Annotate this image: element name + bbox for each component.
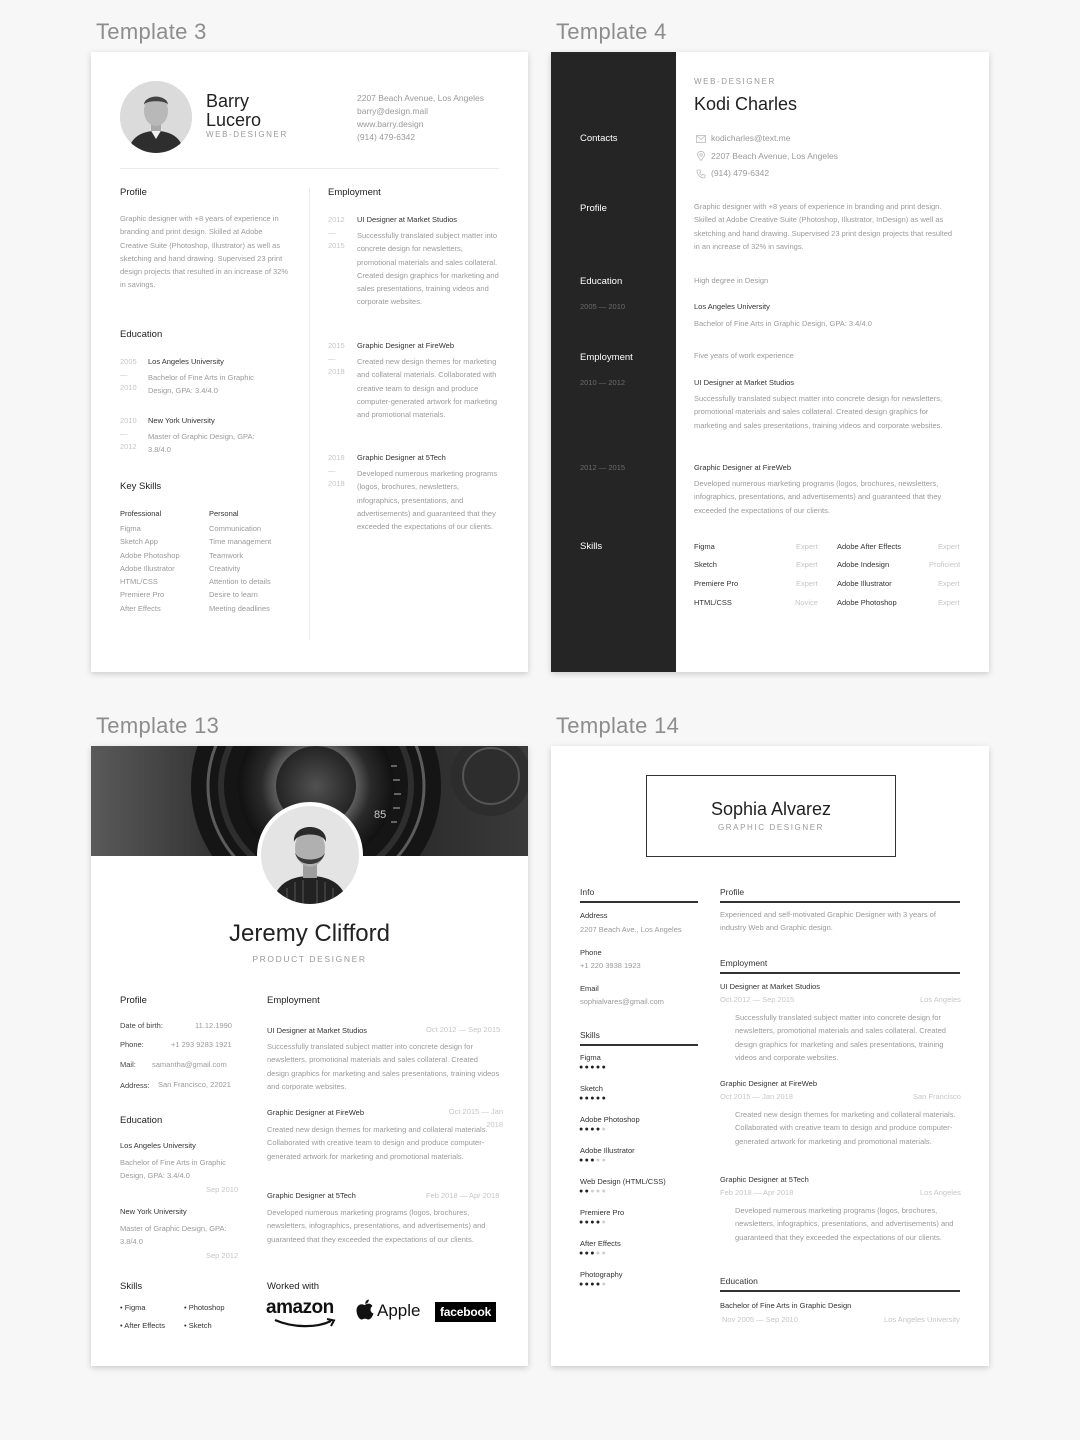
start-year: 2005 [120,357,137,366]
skill-rating [579,1095,607,1102]
graduation-date: Sep 2010 [206,1185,239,1194]
skill-item: • After Effects [120,1321,166,1330]
list-item: Time management [209,537,272,547]
dash: — [328,228,336,237]
avatar [120,81,192,153]
template-label: Template 14 [556,713,680,738]
contact-website[interactable]: www.barry.design [357,119,424,129]
contact-phone: (914) 479-6342 [711,168,770,178]
job-title: Graphic Designer at FireWeb [694,463,791,472]
contact-address: 2207 Beach Avenue, Los Angeles [711,151,838,161]
rating-dot: ● [601,1064,608,1071]
location-pin-icon [696,151,706,161]
job-title: Graphic Designer at FireWeb [720,1079,817,1088]
dash: — [328,466,336,475]
skill-name: Photography [580,1270,623,1279]
skill-level: Expert [796,560,818,569]
degree-detail: Bachelor of Fine Arts in Graphic Design, GPA: 3.4/4.0 [120,1158,226,1181]
list-item: Communication [209,524,262,533]
employment-summary: Five years of work experience [694,351,794,360]
job-dates: Feb 2018 — Apr 2018 [426,1191,500,1200]
section-heading: Education [120,329,163,340]
sidebar-label-skills: Skills [580,541,603,552]
list-item: Meeting deadlines [209,603,270,613]
degree-detail: Master of Graphic Design, GPA: 3.8/4.0 [148,432,255,455]
job-title: Graphic Designer at 5Tech [357,453,446,462]
skill-level: Novice [795,598,818,607]
subheading: Professional [120,509,162,518]
sidebar-label-education: Education [580,276,623,287]
skill-name: Sketch [580,1084,603,1093]
section-rule [720,1290,960,1292]
first-name: Barry [206,91,250,111]
rating-dot: ● [584,1157,591,1164]
section-heading: Employment [328,187,381,198]
list-item: Adobe Photoshop [120,550,180,560]
list-item: Adobe Illustrator [120,563,175,573]
end-year: 2018 [328,479,345,488]
rating-dot: ● [579,1250,585,1257]
job-description: Developed numerous marketing programs (logos, brochures, newsletters, infographics, presentations, and advertisements) and guaranteed that they exceeded the expectations of our clients. [357,469,498,532]
job-title: UI Designer at Market Studios [267,1026,368,1035]
section-heading: Employment [267,995,320,1006]
skill-level: Expert [796,579,818,588]
rating-dot: ● [584,1188,591,1195]
last-name: Lucero [206,110,262,130]
rating-dot: ● [601,1157,608,1164]
template-label: Template 13 [96,713,220,738]
degree-detail: Bachelor of Fine Arts in Graphic Design, GPA: 3.4/4.0 [148,373,254,396]
contact-email[interactable]: barry@design.mail [357,106,428,116]
field-value: San Francisco, 22021 [158,1080,231,1089]
full-name: Sophia Alvarez [710,799,832,819]
skill-rating [579,1126,607,1133]
job-title: UI Designer at Market Studios [357,215,458,224]
job-role: PRODUCT DESIGNER [252,954,367,964]
job-title: Graphic Designer at 5Tech [267,1191,356,1200]
job-description: Successfully translated subject matter into concrete design for newsletters, promotional materials and sales collateral. Created design graphics for marketing and sales presentations, training videos and corporate websites. [735,1013,946,1062]
job-location: San Francisco [913,1092,961,1101]
rating-dot: ● [595,1064,602,1071]
job-description: Successfully translated subject matter into concrete design for newsletters, promotional materials and sales collateral. Created design graphics for marketing and sales presentations, training videos and corporate websites. [357,231,499,307]
list-item: HTML/CSS [120,577,158,587]
rating-dot: ● [601,1281,608,1288]
job-dates: 2010 — 2012 [580,378,626,387]
skill-level: Proficient [929,560,961,569]
degree-school: Los Angeles University [884,1315,960,1324]
job-description: Created new design themes for marketing and collateral materials. Collaborated with creative team to design and produce computer-generated artwork for marketing and promotional materials. [267,1125,488,1161]
skill-name: Premiere Pro [580,1208,625,1217]
section-rule [720,901,960,903]
section-heading: Employment [720,958,768,968]
field-label: Mail: [120,1060,136,1069]
skill-name: Figma [694,542,715,551]
section-heading: Info [580,887,595,897]
section-rule [720,972,960,974]
skill-rating [579,1064,607,1071]
template-label: Template 4 [556,19,667,44]
section-heading: Skills [120,1281,143,1292]
degree-detail: Master of Graphic Design, GPA: 3.8/4.0 [120,1224,227,1247]
rating-dot: ● [584,1281,591,1288]
job-role: WEB-DESIGNER [694,77,776,86]
rating-dot: ● [579,1157,585,1164]
rating-dot: ● [595,1219,602,1226]
education-summary: High degree in Design [694,276,769,285]
end-year: 2018 [328,367,345,376]
rating-dot: ● [590,1219,596,1226]
sidebar-label-employment: Employment [580,352,633,363]
rating-dot: ● [590,1250,596,1257]
rating-dot: ● [584,1126,591,1133]
skill-name: Adobe Photoshop [837,598,897,607]
graduation-date: Sep 2012 [206,1251,239,1260]
resume-template-13[interactable] [91,746,528,1366]
field-value: +1 220 3938 1923 [580,961,641,970]
end-year: 2015 [328,241,345,250]
school-name: Los Angeles University [694,302,770,311]
rating-dot: ● [579,1095,585,1102]
full-name: Kodi Charles [694,94,798,114]
rating-dot: ● [595,1095,602,1102]
phone-icon [696,169,706,179]
rating-dot: ● [595,1157,602,1164]
skill-name: Adobe Illustrator [837,579,892,588]
sidebar-label-contacts: Contacts [580,133,618,144]
job-dates: Oct 2015 — Jan 2018 [720,1092,793,1101]
skill-rating [579,1188,607,1195]
list-item: Figma [120,524,141,533]
field-value: +1 293 9283 1921 [171,1040,232,1049]
lens-marking: 85 [374,809,387,821]
start-year: 2015 [328,341,345,350]
list-item: Creativity [209,563,241,573]
apple-icon [356,1299,374,1320]
job-title: Graphic Designer at 5Tech [720,1175,809,1184]
rating-dot: ● [579,1219,585,1226]
job-location: Los Angeles [920,1188,961,1197]
skill-item: • Figma [120,1303,146,1312]
job-description: Successfully translated subject matter into concrete design for newsletters, promotional materials and sales collateral. Created design graphics for marketing and sales presentations, training videos and corporate websites. [694,394,943,430]
list-item: After Effects [120,603,161,613]
skill-level: Expert [796,542,818,551]
rating-dot: ● [590,1281,596,1288]
job-dates: Feb 2018 — Apr 2018 [720,1188,794,1197]
job-role: WEB-DESIGNER [206,130,288,139]
rating-dot: ● [595,1188,602,1195]
resume-template-3[interactable] [91,52,528,672]
job-description: Developed numerous marketing programs (logos, brochures, newsletters, infographics, presentations, and advertisements) and guaranteed that they exceeded the expectations of our clients. [694,479,942,515]
skill-level: Expert [938,579,960,588]
rating-dot: ● [579,1281,585,1288]
school-name: New York University [148,416,215,425]
skill-name: After Effects [580,1239,621,1248]
rating-dot: ● [590,1126,596,1133]
dash: — [120,429,128,438]
rating-dot: ● [595,1281,602,1288]
dash: — [328,354,336,363]
portrait-photo [261,806,359,904]
sidebar [551,52,676,672]
mail-icon [696,134,706,144]
full-name: Jeremy Clifford [229,920,390,947]
job-dates: Oct 2015 — Jan 2018 [448,1107,503,1130]
skill-name: Adobe After Effects [837,542,902,551]
rating-dot: ● [579,1064,585,1071]
field-value: 2207 Beach Ave., Los Angeles [580,925,682,934]
section-heading: Education [120,1115,163,1126]
field-label: Email [580,984,599,993]
rating-dot: ● [590,1157,596,1164]
rating-dot: ● [601,1219,608,1226]
skill-name: Figma [580,1053,601,1062]
section-heading: Education [720,1276,758,1286]
rating-dot: ● [601,1126,608,1133]
field-value: 11.12.1990 [195,1021,232,1030]
section-heading: Key Skills [120,481,162,492]
skill-rating [579,1219,607,1226]
skill-name: Premiere Pro [694,579,739,588]
start-year: 2012 [328,215,345,224]
list-item: Sketch App [120,537,158,547]
contact-address: 2207 Beach Avenue, Los Angeles [357,93,484,103]
section-heading: Worked with [267,1281,320,1292]
facebook-logo: facebook [435,1302,496,1322]
rating-dot: ● [595,1126,602,1133]
rating-dot: ● [584,1064,591,1071]
school-name: New York University [120,1207,187,1216]
skill-rating [579,1157,607,1164]
skill-rating [579,1250,607,1257]
job-title: Graphic Designer at FireWeb [357,341,454,350]
apple-wordmark: Apple [377,1301,421,1320]
skill-level: Expert [938,542,960,551]
portrait-photo [120,81,192,153]
job-location: Los Angeles [920,995,961,1004]
rating-dot: ● [584,1095,591,1102]
field-label: Phone [580,948,602,957]
skill-rating [579,1281,607,1288]
list-item: Premiere Pro [120,590,165,600]
skill-name: Adobe Indesign [837,560,890,569]
avatar [257,802,363,908]
section-heading: Skills [580,1030,600,1040]
rating-dot: ● [590,1095,596,1102]
column-divider [309,188,310,640]
profile-text: Graphic designer with +8 years of experience in branding and print design. Skilled at Adobe Creative Suite (Photoshop, Illustrator) as well as sketching and hand drawing. Supervised 23 print design projects that resulted in an increase of 32% in savings. [120,214,289,290]
degree-title: Bachelor of Fine Arts in Graphic Design [720,1301,852,1310]
job-description: Created new design themes for marketing and collateral materials. Collaborated with creative team to design and produce computer-generated artwork for marketing and promotional materials. [735,1110,956,1146]
list-item: Desire to learn [209,590,258,600]
rating-dot: ● [579,1188,585,1195]
job-title: UI Designer at Market Studios [720,982,821,991]
job-dates: 2012 — 2015 [580,463,626,472]
rating-dot: ● [595,1250,602,1257]
list-item: Teamwork [209,550,244,560]
job-dates: Oct 2012 — Sep 2015 [426,1025,501,1034]
skill-level: Expert [938,598,960,607]
rating-dot: ● [601,1095,608,1102]
job-title: UI Designer at Market Studios [694,378,795,387]
school-name: Los Angeles University [120,1141,196,1150]
section-heading: Profile [120,995,147,1006]
field-label: Address: [120,1081,150,1090]
field-label: Phone: [120,1040,144,1049]
field-value[interactable]: samantha@gmail.com [152,1060,227,1069]
job-dates: Oct 2012 — Sep 2015 [720,995,795,1004]
subheading: Personal [209,509,239,518]
section-heading: Profile [720,887,745,897]
degree-detail: Bachelor of Fine Arts in Graphic Design, GPA: 3.4/4.0 [694,319,872,328]
profile-text: Experienced and self-motivated Graphic Designer with 3 years of industry Web and Graphic design. [720,910,936,933]
section-rule [580,901,698,903]
start-year: 2018 [328,453,345,462]
section-rule [580,1044,698,1046]
job-description: Developed numerous marketing programs (logos, brochures, newsletters, infographics, presentations, and advertisements) and guaranteed that they exceeded the expectations of our clients. [735,1206,954,1242]
rating-dot: ● [590,1064,596,1071]
job-role: GRAPHIC DESIGNER [717,823,825,832]
start-year: 2010 [120,416,137,425]
sidebar-label-profile: Profile [580,203,607,214]
contact-phone: (914) 479-6342 [357,132,416,142]
skill-name: Adobe Photoshop [580,1115,640,1124]
skill-name: Sketch [694,560,717,569]
job-title: Graphic Designer at FireWeb [267,1108,364,1117]
amazon-smile-icon [273,1318,339,1328]
end-year: 2012 [120,442,137,451]
rating-dot: ● [601,1250,608,1257]
profile-text: Graphic designer with +8 years of experience in branding and print design. Skilled at Adobe Creative Suite (Photoshop, Illustrator, InDesign) as well as sketching and hand drawing. Supervised 23 print design projects that resulted in an increase of 32% in savings. [694,202,953,251]
skill-item: • Photoshop [184,1303,225,1312]
degree-dates: Nov 2005 — Sep 2010 [722,1315,798,1324]
job-description: Created new design themes for marketing and collateral materials. Collaborated with creative team to design and produce computer-generated artwork for marketing and promotional materials. [357,357,498,420]
skill-name: Adobe Illustrator [580,1146,635,1155]
resume-template-4[interactable] [551,52,989,672]
skill-list [209,522,304,615]
field-value[interactable]: sophialvares@gmail.com [580,997,664,1006]
contact-email[interactable]: kodicharles@text.me [711,133,791,143]
resume-template-14[interactable] [551,746,989,1366]
divider [120,168,499,169]
template-label: Template 3 [96,19,207,44]
skill-name: HTML/CSS [694,598,732,607]
field-label: Address [580,911,608,920]
rating-dot: ● [579,1126,585,1133]
skill-list [120,522,205,615]
rating-dot: ● [590,1188,596,1195]
amazon-wordmark: amazon [266,1297,334,1318]
dash: — [120,370,128,379]
education-dates: 2005 — 2010 [580,302,626,311]
rating-dot: ● [584,1219,591,1226]
skill-name: Web Design (HTML/CSS) [580,1177,666,1186]
field-label: Date of birth: [120,1021,163,1030]
rating-dot: ● [601,1188,608,1195]
job-description: Successfully translated subject matter into concrete design for newsletters, promotional materials and sales collateral. Created design graphics for marketing and sales presentations, training videos and corporate websites. [267,1042,500,1091]
rating-dot: ● [584,1250,591,1257]
job-description: Developed numerous marketing programs (logos, brochures, newsletters, infographics, presentations, and advertisements) and guaranteed that they exceeded the expectations of our clients. [267,1208,486,1244]
list-item: Attention to details [209,577,271,587]
school-name: Los Angeles University [148,357,224,366]
skill-item: • Sketch [184,1321,212,1330]
end-year: 2010 [120,383,137,392]
section-heading: Profile [120,187,147,198]
